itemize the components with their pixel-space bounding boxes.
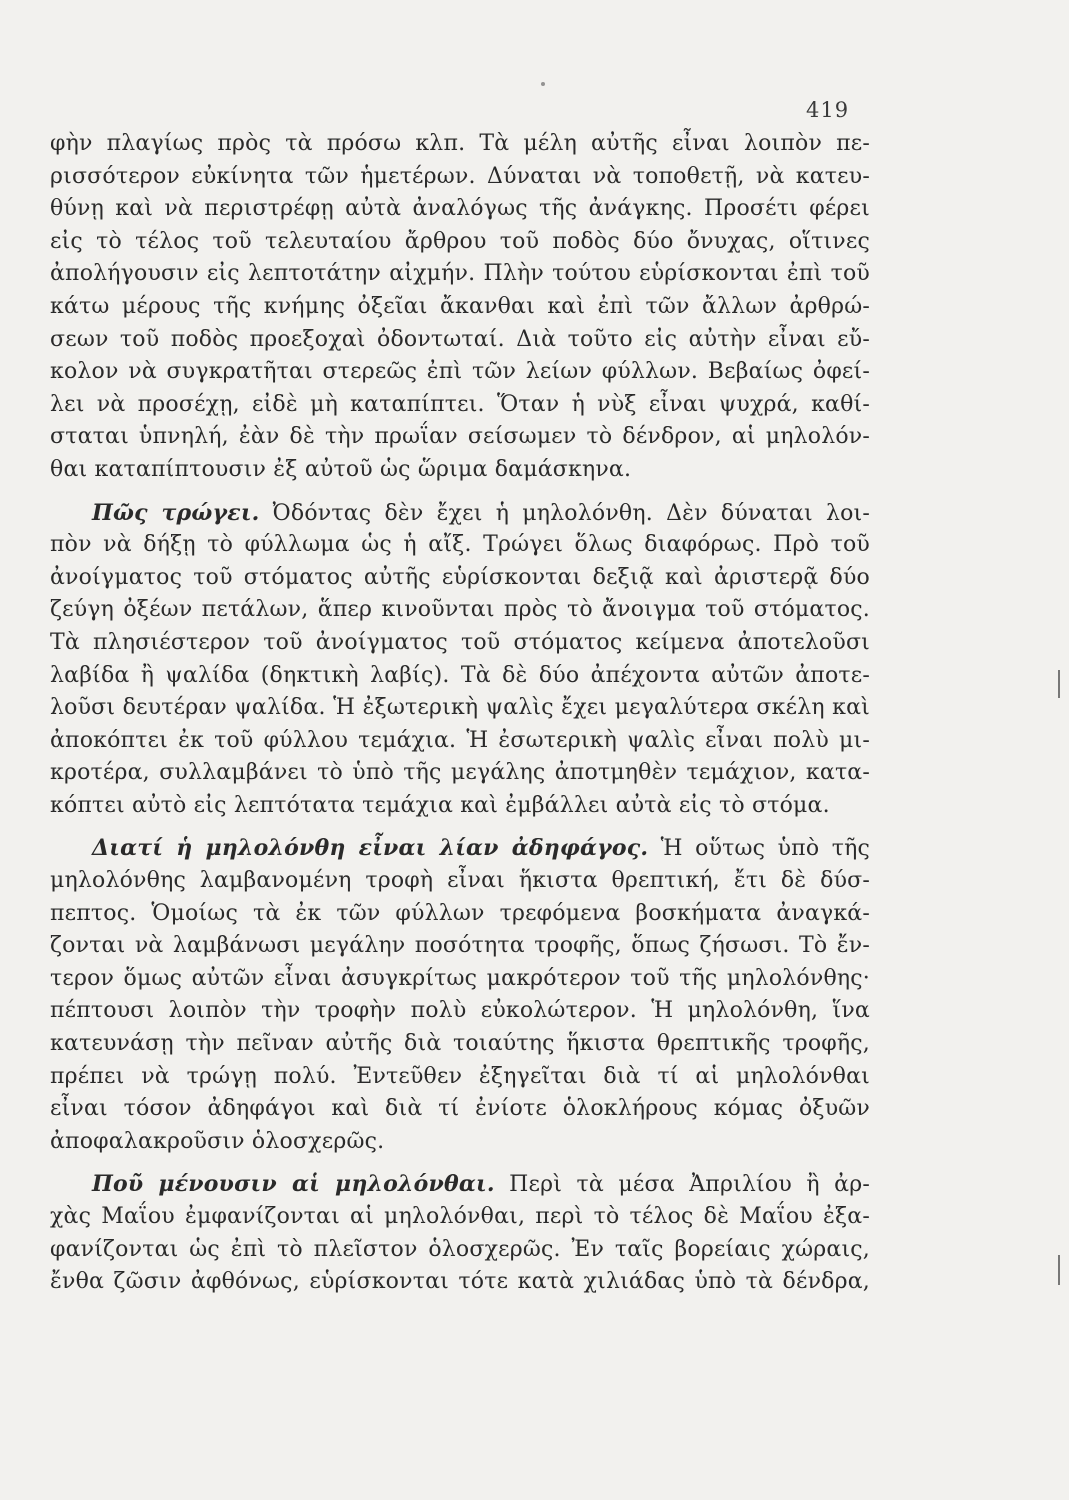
- text-line: ρισσότερον εὐκίνητα τῶν ἡμετέρων. Δύναται νὰ τοποθετῇ, νὰ κατευ-: [50, 163, 870, 189]
- text-line: κάτω μέρους τῆς κνήμης ὀξεῖαι ἄκανθαι καὶ ἐπὶ τῶν ἄλλων ἀρθρώ-: [50, 293, 870, 319]
- section-heading: Ποῦ μένουσιν αἱ μηλολόνθαι.: [92, 1171, 495, 1198]
- text-line: ζονται νὰ λαμβάνωσι μεγάλην ποσότητα τροφῆς, ὅπως ζήσωσι. Τὸ ἔν-: [50, 933, 870, 959]
- paragraph-3: [50, 832, 870, 1158]
- text-line: πὸν νὰ δήξῃ τὸ φύλλωμα ὡς ἡ αἴξ. Τρώγει ὅλως διαφόρως. Πρὸ τοῦ: [50, 532, 870, 558]
- section-heading: Διατί ἡ μηλολόνθη εἶναι λίαν ἀδηφάγος.: [92, 835, 649, 862]
- text-line: φανίζονται ὡς ἐπὶ τὸ πλεῖστον ὁλοσχερῶς. Ἐν ταῖς βορείαις χώραις,: [50, 1236, 870, 1262]
- text-line: σταται ὑπνηλή, ἐὰν δὲ τὴν πρωΐαν σείσωμεν τὸ δένδρον, αἱ μηλολόν-: [50, 424, 870, 450]
- text-line: Τὰ πλησιέστερον τοῦ ἀνοίγματος τοῦ στόματος κείμενα ἀποτελοῦσι: [50, 629, 870, 655]
- text-line: φὴν πλαγίως πρὸς τὰ πρόσω κλπ. Τὰ μέλη αὐτῆς εἶναι λοιπὸν πε-: [50, 131, 870, 156]
- text-line: κόπτει αὐτὸ εἰς λεπτότατα τεμάχια καὶ ἐμβάλλει αὐτὰ εἰς τὸ στόμα.: [50, 792, 830, 818]
- print-speck: [541, 82, 545, 86]
- text-line: ἀπολήγουσιν εἰς λεπτοτάτην αἰχμήν. Πλὴν τούτου εὑρίσκονται ἐπὶ τοῦ: [50, 261, 870, 287]
- text-line: ζεύγη ὀξέων πετάλων, ἅπερ κινοῦνται πρὸς τὸ ἄνοιγμα τοῦ στόματος.: [50, 597, 870, 623]
- text-line: μηλολόνθης λαμβανομένη τροφὴ εἶναι ἥκιστα θρεπτική, ἔτι δὲ δύσ-: [50, 868, 870, 894]
- text-line: ἔνθα ζῶσιν ἀφθόνως, εὑρίσκονται τότε κατὰ χιλιάδας ὑπὸ τὰ δένδρα,: [50, 1269, 870, 1295]
- text-line: κολον νὰ συγκρατῆται στερεῶς ἐπὶ τῶν λείων φύλλων. Βεβαίως ὀφεί-: [50, 359, 870, 385]
- text-line: πρέπει νὰ τρώγῃ πολύ. Ἐντεῦθεν ἐξηγεῖται διὰ τί αἱ μηλολόνθαι: [50, 1063, 870, 1089]
- text-line: κατευνάσῃ τὴν πεῖναν αὐτῆς διὰ τοιαύτης ἥκιστα θρεπτικῆς τροφῆς,: [50, 1031, 870, 1057]
- heading-continuation: Ὀδόντας δὲν ἔχει ἡ μηλολόνθη. Δὲν δύναται λοι-: [259, 500, 870, 526]
- text-line: θύνῃ καὶ νὰ περιστρέφῃ αὐτὰ ἀναλόγως τῆς ἀνάγκης. Προσέτι φέρει: [50, 196, 870, 222]
- section-heading: Πῶς τρώγει.: [92, 499, 260, 526]
- text-line: θαι καταπίπτουσιν ἐξ αὐτοῦ ὡς ὥριμα δαμάσκηνα.: [50, 456, 632, 482]
- paragraph-2: [50, 497, 870, 823]
- text-line: λοῦσι δευτέραν ψαλίδα. Ἡ ἐξωτερικὴ ψαλὶς ἔχει μεγαλύτερα σκέλη καὶ: [50, 695, 870, 721]
- text-line: ἀνοίγματος τοῦ στόματος αὐτῆς εὑρίσκονται δεξιᾷ καὶ ἀριστερᾷ δύο: [50, 564, 870, 590]
- text-line: [50, 497, 870, 530]
- body-text: [50, 128, 870, 1299]
- paragraph-4: [50, 1168, 870, 1298]
- text-line: εἰς τὸ τέλος τοῦ τελευταίου ἄρθρου τοῦ ποδὸς δύο ὄνυχας, οἵτινες: [50, 228, 870, 254]
- text-line: [50, 832, 870, 865]
- text-line: χὰς Μαΐου ἐμφανίζονται αἱ μηλολόνθαι, περὶ τὸ τέλος δὲ Μαΐου ἐξα-: [50, 1204, 870, 1229]
- text-line: λαβίδα ἢ ψαλίδα (δηκτικὴ λαβίς). Τὰ δὲ δύο ἀπέχοντα αὐτῶν ἀποτε-: [50, 662, 870, 688]
- text-line: κροτέρα, συλλαμβάνει τὸ ὑπὸ τῆς μεγάλης ἀποτμηθὲν τεμάχιον, κατα-: [50, 760, 870, 786]
- text-line: [50, 1168, 870, 1201]
- heading-continuation: Ἡ οὕτως ὑπὸ τῆς: [648, 836, 870, 862]
- scan-edge-mark: [1058, 670, 1060, 698]
- text-line: ἀποκόπτει ἐκ τοῦ φύλλου τεμάχια. Ἡ ἐσωτερικὴ ψαλὶς εἶναι πολὺ μι-: [50, 727, 870, 753]
- text-line: λει νὰ προσέχῃ, εἰδὲ μὴ καταπίπτει. Ὅταν ἡ νὺξ εἶναι ψυχρά, καθί-: [50, 391, 870, 417]
- page-number: 419: [806, 98, 850, 122]
- paragraph-1: [50, 128, 870, 487]
- scan-edge-mark: [1058, 1255, 1060, 1285]
- text-line: πεπτος. Ὁμοίως τὰ ἐκ τῶν φύλλων τρεφόμενα βοσκήματα ἀναγκά-: [50, 900, 870, 926]
- heading-continuation: Περὶ τὰ μέσα Ἀπριλίου ἢ ἀρ-: [494, 1172, 870, 1198]
- text-line: σεων τοῦ ποδὸς προεξοχαὶ ὀδοντωταί. Διὰ τοῦτο εἰς αὐτὴν εἶναι εὔ-: [50, 326, 870, 352]
- text-line: τερον ὅμως αὐτῶν εἶναι ἀσυγκρίτως μακρότερον τοῦ τῆς μηλολόνθης·: [50, 965, 870, 991]
- text-line: εἶναι τόσον ἀδηφάγοι καὶ διὰ τί ἐνίοτε ὁλοκλήρους κόμας ὀξυῶν: [50, 1096, 870, 1122]
- text-line: πέπτουσι λοιπὸν τὴν τροφὴν πολὺ εὐκολώτερον. Ἡ μηλολόνθη, ἵνα: [50, 998, 870, 1024]
- text-line: ἀποφαλακροῦσιν ὁλοσχερῶς.: [50, 1128, 385, 1154]
